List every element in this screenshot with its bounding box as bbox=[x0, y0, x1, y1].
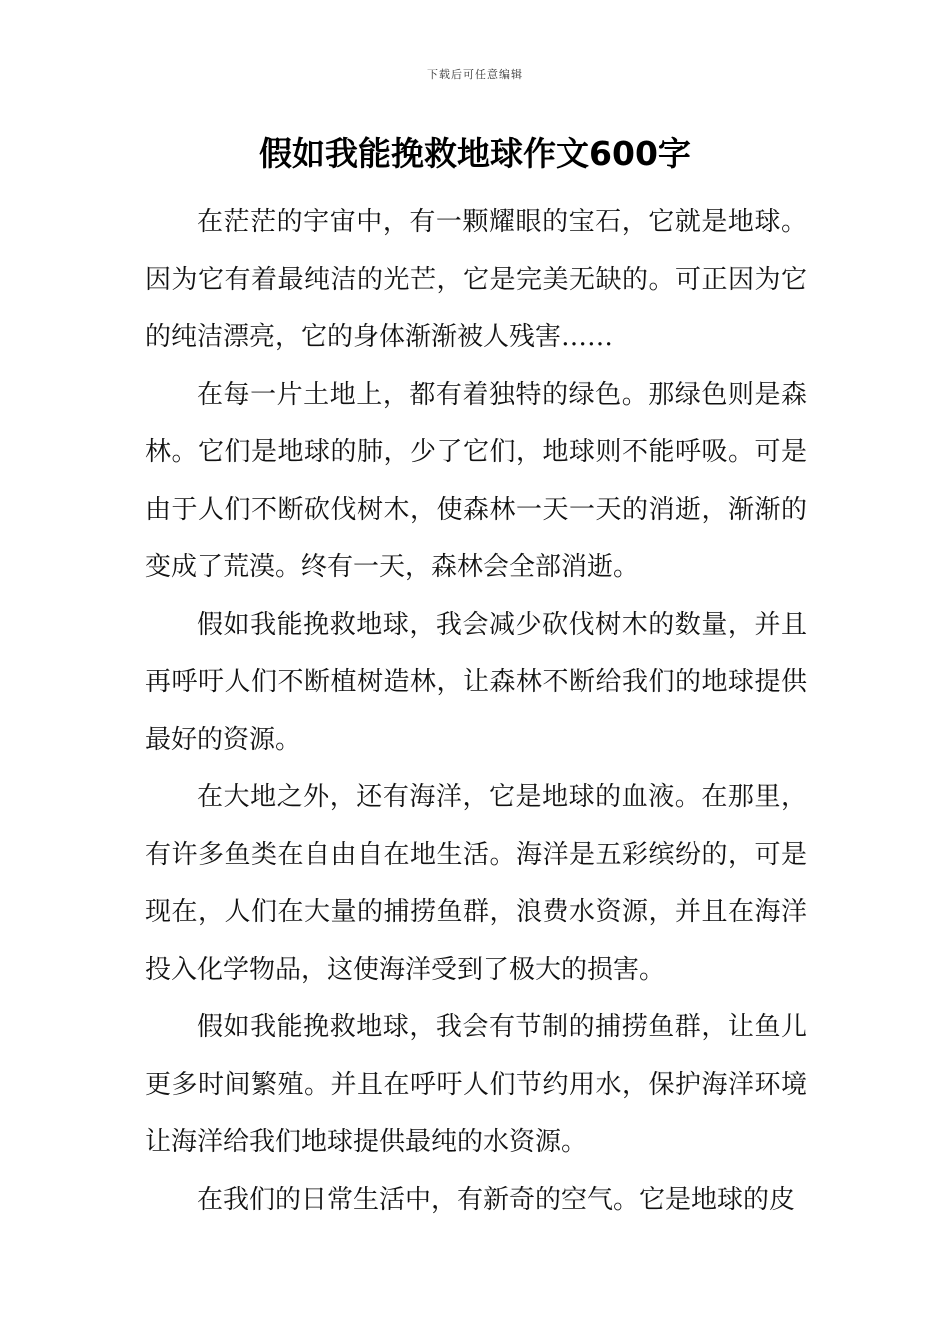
paragraph-6: 在我们的日常生活中，有新奇的空气。它是地球的皮 bbox=[197, 1184, 796, 1215]
page-title: 假如我能挽救地球作文600字 bbox=[259, 134, 691, 173]
paragraph-1: 在茫茫的宇宙中，有一颗耀眼的宝石，它就是地球。因为它有着最纯洁的光芒，它是完美无缺的。可正因为它的纯洁漂亮，它的身体渐渐被人残害…… bbox=[145, 207, 807, 352]
essay-body bbox=[145, 194, 807, 1229]
header-note: 下载后可任意编辑 bbox=[427, 68, 523, 81]
paragraph-2: 在每一片土地上，都有着独特的绿色。那绿色则是森林。它们是地球的肺，少了它们，地球则不能呼吸。可是由于人们不断砍伐树木，使森林一天一天的消逝，渐渐的变成了荒漠。终有一天，森林会全部消逝。 bbox=[145, 379, 807, 582]
paragraph-4: 在大地之外，还有海洋，它是地球的血液。在那里，有许多鱼类在自由自在地生活。海洋是五彩缤纷的，可是现在，人们在大量的捕捞鱼群，浪费水资源，并且在海洋投入化学物品，这使海洋受到了极大的损害。 bbox=[145, 782, 807, 985]
paragraph-5: 假如我能挽救地球，我会有节制的捕捞鱼群，让鱼儿更多时间繁殖。并且在呼吁人们节约用水，保护海洋环境让海洋给我们地球提供最纯的水资源。 bbox=[145, 1012, 807, 1157]
paragraph-3: 假如我能挽救地球，我会减少砍伐树木的数量，并且再呼吁人们不断植树造林，让森林不断给我们的地球提供最好的资源。 bbox=[145, 609, 807, 755]
